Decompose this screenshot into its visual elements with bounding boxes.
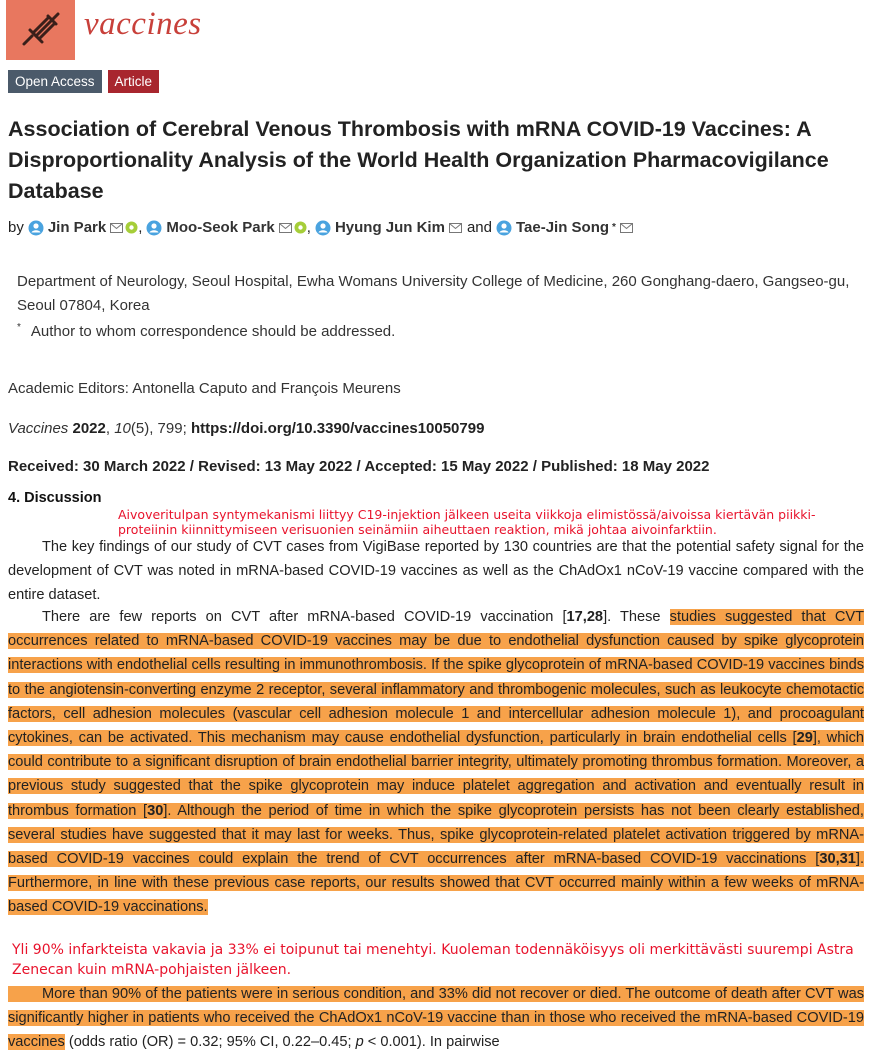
highlighted-text (8, 609, 864, 915)
author-hyung-jun-kim[interactable] (311, 219, 462, 236)
citation: Vaccines 2022, 10(5), 799; https://doi.org/10.3390/vaccines10050799 (8, 420, 485, 437)
reference-link[interactable]: 30,31 (819, 851, 856, 868)
paragraph-2 (8, 605, 864, 920)
paragraph-2-text: There are few reports on CVT after mRNA-based COVID-19 vaccination [ (42, 609, 567, 625)
highlighted-text-part: studies suggested that CVT occurrences related to mRNA-based COVID-19 vaccines may be due to endothelial dysfunction caused by spike glycoprotein interactions with endothelial cells resulting in immunothrombosis. If the spike glycoprotein of mRNA-based COVID-19 vaccines binds to the angiotensin-converting enzyme 2 receptor, several inflammatory and thrombogenic molecules, such as leukocyte chemotactic factors, cell adhesion molecules (vascular cell adhesion molecule 1 and intercellular adhesion molecule 1), and procoagulant cytokines, can be activated. This mechanism may cause endothelial dysfunction, particularly in brain endothelial cells [ (8, 609, 865, 747)
syringe-icon (18, 10, 64, 50)
paragraph-1 (8, 535, 864, 608)
person-icon (146, 220, 162, 236)
citation-volume: 10 (114, 420, 131, 437)
highlighted-text-part: ]. Furthermore, in line with these previous case reports, our results showed that CVT occurred mainly within a few weeks of mRNA-based COVID-19 vaccinations. (8, 851, 864, 916)
corresponding-mark: * (612, 222, 616, 233)
correspondence-star: * (17, 322, 21, 333)
person-icon (315, 220, 331, 236)
reference-link[interactable]: 30 (147, 802, 164, 819)
author-list (8, 219, 633, 236)
reference-link[interactable]: 29 (796, 730, 813, 747)
person-icon (496, 220, 512, 236)
open-access-badge[interactable]: Open Access (8, 70, 102, 93)
correspondence-text: Author to whom correspondence should be addressed. (30, 323, 396, 340)
publication-dates: Received: 30 March 2022 / Revised: 13 May 2022 / Accepted: 15 May 2022 / Published: 18 May 2022 (8, 458, 710, 475)
journal-name[interactable]: vaccines (84, 6, 202, 42)
orcid-icon[interactable] (125, 221, 138, 234)
affiliation: Department of Neurology, Seoul Hospital, Ewha Womans University College of Medicine, 260 Gonghang-daero, Gangseo-gu, Seoul 07804, Korea (17, 273, 850, 314)
citation-journal: Vaccines (8, 420, 69, 437)
article-title: Association of Cerebral Venous Thrombosis with mRNA COVID-19 Vaccines: A Disproportionality Analysis of the World Health Organization Pharmacovigilance Database (8, 117, 829, 203)
highlighted-text-part: More than 90% of the patients were in serious condition, and 33% did not recover or died. The outcome of death after CVT was significantly higher in patients who received the ChAdOx1 nCoV-19 vaccine than in those who received the mRNA-based COVID-19 vaccines (8, 986, 864, 1051)
by-label: by (8, 219, 24, 236)
person-icon (28, 220, 44, 236)
section-heading: 4. Discussion (8, 490, 102, 506)
author-name: Hyung Jun Kim (334, 219, 445, 236)
paragraph-3-text: (odds ratio (OR) = 0.32; 95% CI, 0.22–0.45; (64, 1034, 356, 1051)
author-name: Jin Park (47, 219, 107, 236)
paragraph-3-text: < 0.001). In pairwise (363, 1034, 500, 1051)
author-separator: , (306, 219, 311, 236)
author-moo-seok-park[interactable] (142, 219, 306, 236)
author-tae-jin-song[interactable] (496, 219, 633, 236)
citation-year: 2022 (72, 420, 106, 437)
academic-editors: Academic Editors: Antonella Caputo and François Meurens (8, 380, 401, 397)
author-name: Tae-Jin Song (515, 219, 610, 236)
citation-doi-link[interactable]: https://doi.org/10.3390/vaccines10050799 (190, 420, 485, 437)
correspondence-note (17, 322, 395, 340)
mail-icon[interactable] (449, 223, 462, 233)
reference-link[interactable]: 17,28 (566, 609, 604, 625)
mail-icon[interactable] (279, 223, 292, 233)
author-separator: , (138, 219, 143, 236)
article-type-badge[interactable]: Article (108, 70, 160, 93)
citation-issue-pages: (5), 799; (130, 420, 187, 437)
annotation-note-2: Yli 90% infarkteista vakavia ja 33% ei toipunut tai menehtyi. Kuoleman todennäköisyys oli merkittävästi suurempi Astra Zenecan kuin mRNA-pohjaisten jälkeen. (12, 942, 854, 978)
author-name: Moo-Seok Park (166, 219, 275, 236)
highlighted-text-part: ]. Although the period of time in which the spike glycoprotein persists has not been clearly established, several studies have suggested that it may last for weeks. Thus, spike glycoprotein-related platelet activation triggered by mRNA-based COVID-19 vaccines could explain the trend of CVT occurrences after mRNA-based COVID-19 vaccinations [ (8, 802, 864, 868)
paragraph-3 (8, 982, 864, 1055)
and-label: and (466, 219, 492, 236)
author-jin-park[interactable] (24, 219, 138, 236)
highlighted-text-part: ], which could contribute to a significant disruption of brain endothelial barrier integrity, ultimately promoting thrombus formation. Moreover, a previous study suggested that the spike glycoprotein may induce platelet aggregation and activation and eventually result in thrombus formation [ (8, 730, 864, 819)
mail-icon[interactable] (110, 223, 123, 233)
article-badges (8, 70, 159, 93)
annotation-note-1: Aivoveritulpan syntymekanismi liittyy C19-injektion jälkeen useita viikkoja elimistössä/aivoissa kiertävän piikki-proteiinin kiinnittymiseen verisuonien seinämiin aiheuttaen reaktion, mikä johtaa aivoinfarktiin. (118, 507, 816, 537)
p-value-symbol: p (355, 1034, 364, 1051)
orcid-icon[interactable] (294, 221, 307, 234)
paragraph-1-text: The key findings of our study of CVT cases from VigiBase reported by 130 countries are that the potential safety signal for the development of CVT was noted in mRNA-based COVID-19 vaccines as well as the ChAdOx1 nCoV-19 vaccine compared with the entire dataset. (8, 539, 864, 604)
journal-logo[interactable] (6, 0, 75, 60)
mail-icon[interactable] (620, 223, 633, 233)
paragraph-2-text: ]. These (603, 609, 670, 625)
